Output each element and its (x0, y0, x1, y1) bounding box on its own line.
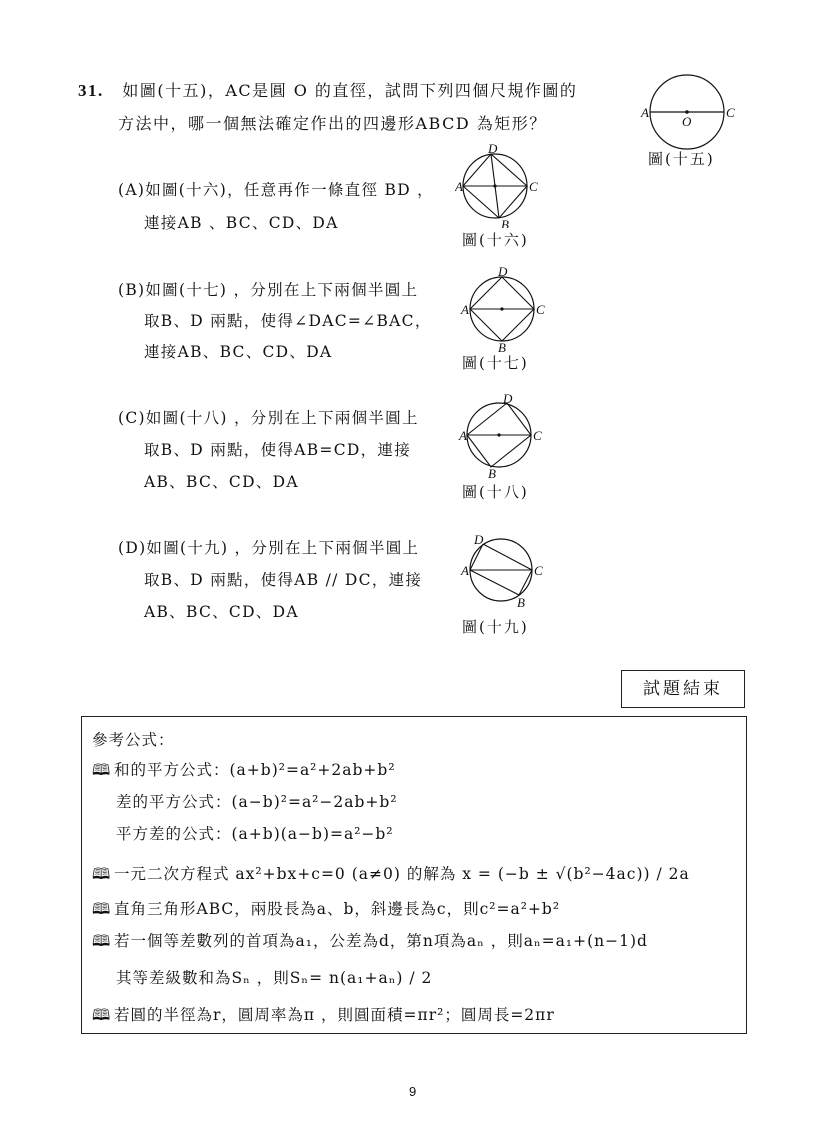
fig17-label-d: D (498, 266, 508, 279)
fig18-label-d: D (503, 392, 513, 406)
figure-16-diagram (455, 143, 555, 228)
fig15-label-c: C (726, 105, 735, 120)
fig19-label-c: C (534, 563, 543, 578)
book-icon: 🕮 (92, 1006, 112, 1024)
fig16-label-b: B (501, 217, 509, 228)
figure-19-diagram (455, 530, 555, 610)
formula-5-text: 直角三角形ABC，兩股長為a、b，斜邊長為c，則c²=a²+b² (114, 900, 561, 918)
fig17-label-a: A (461, 302, 469, 317)
formula-line-8 (92, 1003, 555, 1030)
fig15-label-o: O (682, 114, 692, 129)
formula-line-4 (92, 862, 690, 889)
figure-17-diagram (455, 266, 555, 354)
formula-line-5 (92, 897, 560, 924)
figure-15-caption: 圖(十五) (648, 150, 715, 168)
fig17-label-b: B (498, 340, 506, 354)
question-text-2: 方法中，哪一個無法確定作出的四邊形ABCD 為矩形？ (118, 114, 547, 133)
fig15-label-a: A (641, 105, 649, 120)
formula-8-text: 若圓的半徑為r，圓周率為π ，則圓面積=πr²；圓周長=2πr (114, 1006, 555, 1024)
formula-line-1 (92, 758, 396, 785)
formula-line-2: 差的平方公式：(a−b)²=a²−2ab+b² (116, 793, 398, 811)
figure-15-diagram (640, 72, 740, 152)
option-b-line-1: (B)如圖(十七) ，分別在上下兩個半圓上 (118, 281, 419, 299)
option-a-line-2: 連接AB 、BC、CD、DA (144, 214, 339, 232)
fig19-label-d: D (474, 532, 484, 547)
fig18-label-c: C (533, 428, 542, 443)
option-a-line-1: (A)如圖(十六)，任意再作一條直徑 BD ， (118, 181, 434, 199)
fig16-label-a: A (455, 179, 463, 194)
option-c-line-1: (C)如圖(十八) ，分別在上下兩個半圓上 (118, 409, 419, 427)
option-b-line-2: 取B、D 兩點，使得∠DAC=∠BAC， (144, 312, 432, 330)
fig18-label-b: B (488, 466, 496, 480)
book-icon: 🕮 (92, 865, 112, 883)
book-icon: 🕮 (92, 932, 112, 950)
option-c-line-3: AB、BC、CD、DA (144, 473, 299, 491)
question-number: 31. (78, 81, 104, 100)
formula-line-6 (92, 929, 648, 956)
question-line-1 (78, 78, 577, 101)
formula-title: 參考公式： (92, 731, 175, 749)
option-b-line-3: 連接AB、BC、CD、DA (144, 343, 333, 361)
option-d-line-2: 取B、D 兩點，使得AB // DC，連接 (144, 571, 423, 589)
figure-17-caption: 圖(十七) (462, 354, 529, 372)
formula-line-7: 其等差級數和為Sₙ ，則Sₙ= n(a₁+aₙ) / 2 (116, 969, 433, 987)
formula-6-text: 若一個等差數列的首項為a₁，公差為d，第n項為aₙ ，則aₙ=a₁+(n−1)d (114, 932, 648, 950)
option-d-line-3: AB、BC、CD、DA (144, 603, 299, 621)
formula-4-text: 一元二次方程式 ax²+bx+c=0 (a≠0) 的解為 x = (−b ± √(b²−4ac)) / 2a (114, 865, 690, 883)
question-text-1: 如圖(十五)，AC是圓 O 的直徑，試問下列四個尺規作圖的 (122, 81, 578, 100)
option-d-line-1: (D)如圖(十九) ，分別在上下兩個半圓上 (118, 539, 420, 557)
book-icon: 🕮 (92, 900, 112, 918)
fig19-label-b: B (517, 595, 525, 610)
figure-18-diagram (455, 392, 555, 480)
end-of-exam-label: 試題結束 (643, 679, 723, 699)
fig16-label-d: D (488, 143, 498, 156)
book-icon: 🕮 (92, 761, 112, 779)
fig18-label-a: A (459, 428, 467, 443)
formula-1-text: 和的平方公式：(a+b)²=a²+2ab+b² (114, 761, 396, 779)
fig17-label-c: C (536, 302, 545, 317)
figure-16-caption: 圖(十六) (462, 231, 529, 249)
figure-19-caption: 圖(十九) (462, 618, 529, 636)
formula-line-3: 平方差的公式：(a+b)(a−b)=a²−b² (116, 825, 394, 843)
end-of-exam-box (621, 670, 745, 708)
fig16-label-c: C (529, 179, 538, 194)
figure-18-caption: 圖(十八) (462, 483, 529, 501)
fig19-label-a: A (461, 563, 469, 578)
option-c-line-2: 取B、D 兩點，使得AB=CD，連接 (144, 441, 412, 459)
page-number: 9 (409, 1084, 417, 1099)
